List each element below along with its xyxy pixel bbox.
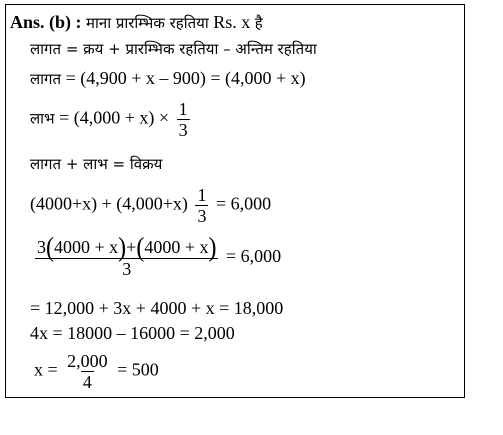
combined-equation-line xyxy=(32,233,282,279)
assumption-text: माना प्रारम्भिक रहतिया xyxy=(86,14,209,32)
fraction-numerator: 1 xyxy=(197,185,207,205)
combined-fraction xyxy=(35,233,218,279)
term-one: 4000 + x xyxy=(54,237,119,257)
profit-expression: = (4,000 + x) × xyxy=(59,107,170,128)
term-two: 4000 + x xyxy=(144,237,209,257)
fraction-denominator: 4 xyxy=(82,372,92,392)
equation-left: (4000+x) + (4,000+x) xyxy=(30,193,188,214)
expansion-line: = 12,000 + 3x + 4000 + x = 18,000 xyxy=(30,298,284,318)
combined-right: = 6,000 xyxy=(225,246,282,267)
fraction-numerator: 1 xyxy=(178,99,188,119)
answer-line xyxy=(10,11,263,34)
answer-label: Ans. (b) : xyxy=(10,12,82,32)
profit-label: लाभ xyxy=(30,109,55,128)
cost-expression: = (4,900 + x – 900) = (4,000 + x) xyxy=(65,68,306,88)
sales-formula-line: लागत + लाभ = विक्रय xyxy=(30,155,163,173)
one-third-fraction xyxy=(177,99,190,140)
open-paren: ( xyxy=(46,233,54,263)
plus-sign: + xyxy=(126,237,137,257)
close-paren: ) xyxy=(118,233,127,263)
profit-line xyxy=(30,99,193,140)
solution-box xyxy=(5,4,465,398)
result-left: x = xyxy=(34,359,58,380)
coefficient: 3 xyxy=(37,237,46,257)
fraction-numerator: 2,000 xyxy=(67,351,108,371)
cost-label: लागत xyxy=(30,70,62,88)
equation-line xyxy=(30,185,271,226)
fraction-numerator xyxy=(35,233,218,263)
assumption-variable: Rs. x xyxy=(213,12,251,32)
result-right: = 500 xyxy=(117,359,159,380)
equation-right: = 6,000 xyxy=(215,193,272,214)
cost-formula-line: लागत = क्रय + प्रारम्भिक रहतिया – अन्तिम रहतिया xyxy=(30,40,317,58)
simplify-line: 4x = 18000 – 16000 = 2,000 xyxy=(30,323,235,343)
close-paren: ) xyxy=(208,233,217,263)
equation-fraction xyxy=(195,185,208,226)
open-paren: ( xyxy=(136,233,145,263)
cost-value-line xyxy=(30,67,306,90)
fraction-denominator: 3 xyxy=(197,206,207,226)
result-fraction xyxy=(65,351,110,392)
fraction-denominator: 3 xyxy=(178,120,188,140)
assumption-verb: है xyxy=(254,14,263,32)
result-line xyxy=(34,351,159,392)
fraction-denominator: 3 xyxy=(35,258,218,279)
